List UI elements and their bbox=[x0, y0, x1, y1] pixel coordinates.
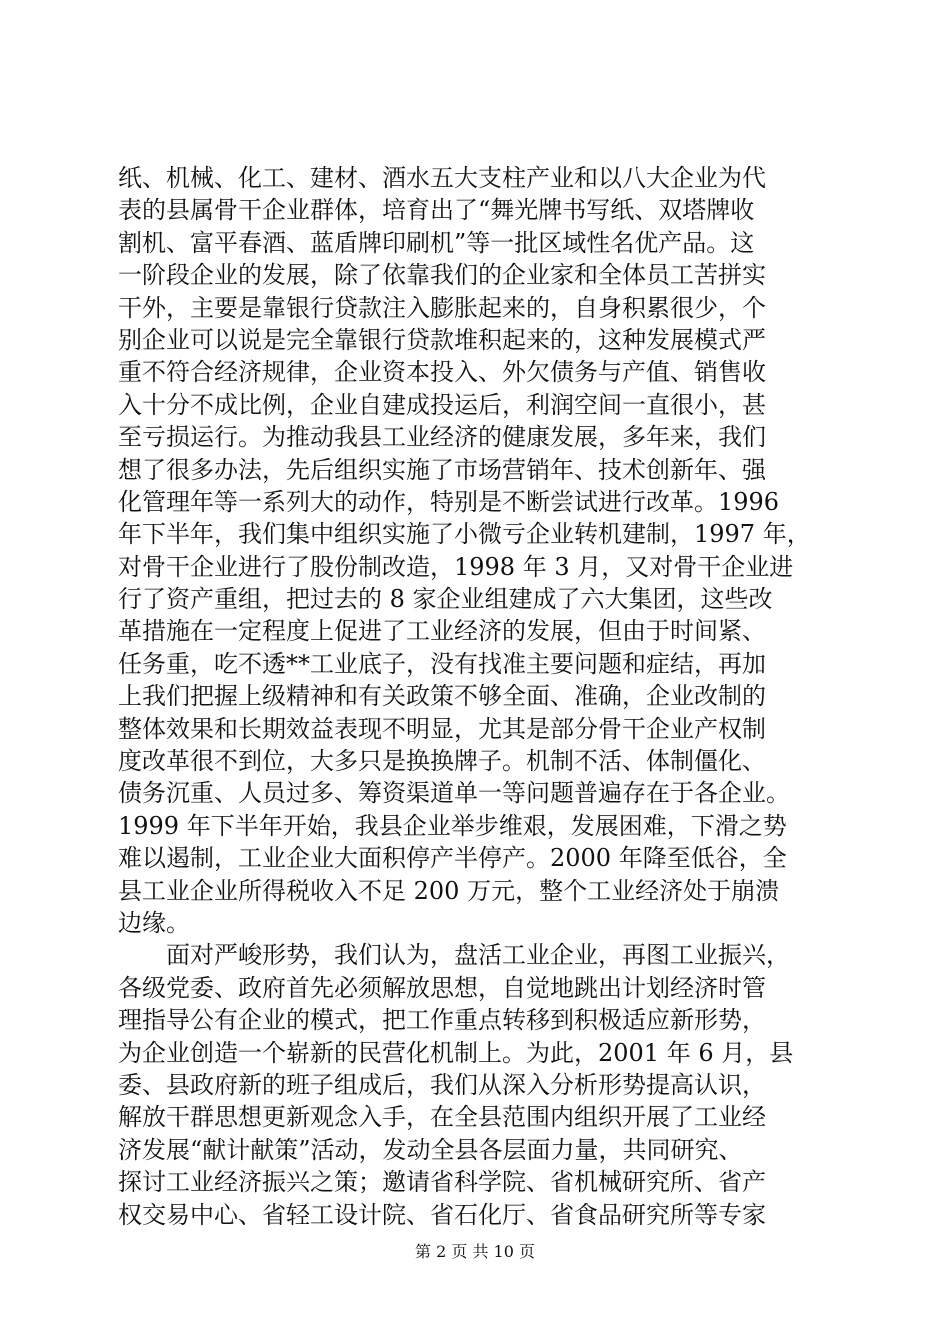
text-line: 任务重，吃不透**工业底子，没有找准主要问题和症结，再加 bbox=[118, 649, 766, 678]
page-footer bbox=[0, 1240, 950, 1264]
text-line: 表的县属骨干企业群体，培育出了“舞光牌书写纸、双塔牌收 bbox=[118, 196, 755, 225]
text-line: 整体效果和长期效益表现不明显，尤其是部分骨干企业产权制 bbox=[118, 714, 766, 743]
text-line: 解放干群思想更新观念入手，在全县范围内组织开展了工业经 bbox=[118, 1103, 766, 1132]
text-line: 纸、机械、化工、建材、酒水五大支柱产业和以八大企业为代 bbox=[118, 164, 766, 192]
text-line: 化管理年等一系列大的动作，特别是不断尝试进行改革。1996 bbox=[118, 487, 780, 516]
text-line: 行了资产重组，把过去的 8 家企业组建成了六大集团，这些改 bbox=[118, 585, 773, 614]
text-line: 县工业企业所得税收入不足 200 万元，整个工业经济处于崩溃 bbox=[118, 876, 780, 905]
page-number-label: 第 2 页 共 10 页 bbox=[415, 1242, 535, 1261]
paragraph-start-line: 面对严峻形势，我们认为，盘活工业企业，再图工业振兴， bbox=[118, 941, 790, 970]
text-line: 度改革很不到位，大多只是换换牌子。机制不活、体制僵化、 bbox=[118, 747, 766, 776]
text-line: 割机、富平春酒、蓝盾牌印刷机”等一批区域性名优产品。这 bbox=[118, 228, 755, 257]
text-line: 别企业可以说是完全靠银行贷款堆积起来的，这种发展模式严 bbox=[118, 325, 766, 354]
text-line: 为企业创造一个崭新的民营化机制上。为此，2001 年 6 月，县 bbox=[118, 1038, 794, 1067]
text-line: 对骨干企业进行了股份制改造，1998 年 3 月，又对骨干企业进 bbox=[118, 552, 794, 581]
text-line: 探讨工业经济振兴之策；邀请省科学院、省机械研究所、省产 bbox=[118, 1168, 766, 1197]
text-line: 入十分不成比例，企业自建成投运后，利润空间一直很小，甚 bbox=[118, 390, 766, 419]
text-line: 边缘。 bbox=[118, 908, 190, 937]
text-line: 委、县政府新的班子组成后，我们从深入分析形势提高认识， bbox=[118, 1070, 766, 1099]
text-line: 各级党委、政府首先必须解放思想，自觉地跳出计划经济时管 bbox=[118, 973, 766, 1002]
text-line: 济发展“献计献策”活动，发动全县各层面力量，共同研究、 bbox=[118, 1135, 743, 1164]
text-line: 至亏损运行。为推动我县工业经济的健康发展，多年来，我们 bbox=[118, 423, 766, 452]
text-line: 一阶段企业的发展，除了依靠我们的企业家和全体员工苦拼实 bbox=[118, 261, 766, 290]
body-text bbox=[118, 162, 838, 1231]
text-line: 干外，主要是靠银行贷款注入膨胀起来的，自身积累很少，个 bbox=[118, 293, 766, 322]
text-line: 理指导公有企业的模式，把工作重点转移到积极适应新形势， bbox=[118, 1006, 766, 1035]
text-line: 上我们把握上级精神和有关政策不够全面、准确，企业改制的 bbox=[118, 682, 766, 711]
text-line: 想了很多办法，先后组织实施了市场营销年、技术创新年、强 bbox=[118, 455, 766, 484]
text-line: 年下半年，我们集中组织实施了小微亏企业转机建制，1997 年， bbox=[118, 520, 811, 549]
text-line: 1999 年下半年开始，我县企业举步维艰，发展困难，下滑之势 bbox=[118, 811, 787, 840]
text-line: 难以遏制，工业企业大面积停产半停产。2000 年降至低谷，全 bbox=[118, 844, 787, 873]
text-line: 革措施在一定程度上促进了工业经济的发展，但由于时间紧、 bbox=[118, 617, 766, 646]
text-line: 权交易中心、省轻工设计院、省石化厅、省食品研究所等专家 bbox=[118, 1200, 766, 1229]
text-line: 重不符合经济规律，企业资本投入、外欠债务与产值、销售收 bbox=[118, 358, 766, 387]
text-line: 债务沉重、人员过多、筹资渠道单一等问题普遍存在于各企业。 bbox=[118, 779, 790, 808]
